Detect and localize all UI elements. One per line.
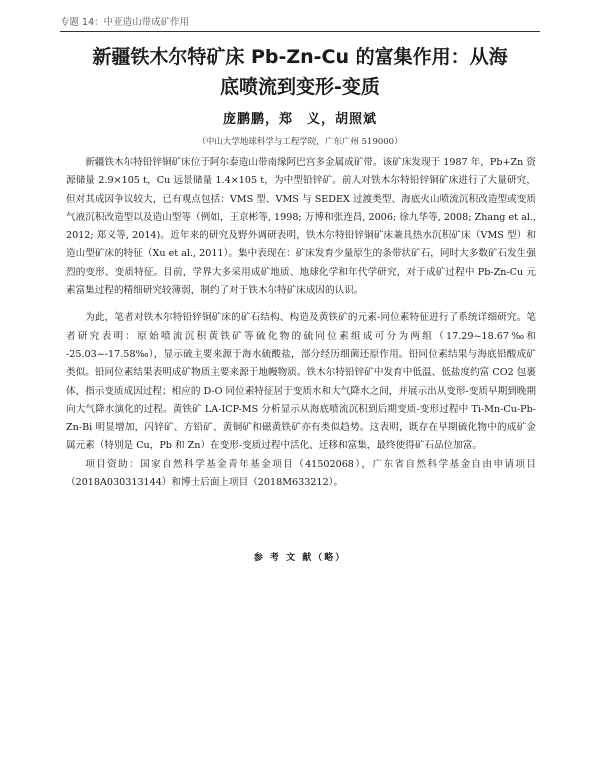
author-list: 庞鹏鹏，郑 义，胡照斌	[222, 112, 377, 127]
paragraph-funding: 项目资助：国家自然科学基金青年基金项目（41502068），广东省自然科学基金自由申请项目（2018A030313144）和博士后面上项目（2018M633212）。	[66, 458, 536, 489]
title-line-1: 新疆铁木尔特矿床 Pb-Zn-Cu 的富集作用：从海	[92, 46, 508, 68]
title-line-2: 底喷流到变形-变质	[220, 76, 380, 98]
references-heading: 参 考 文 献（略）	[253, 553, 347, 563]
article-title	[50, 42, 550, 102]
paragraph-results: 为此，笔者对铁木尔特铅锌铜矿床的矿石结构、构造及黄铁矿的元素-同位素特征进行了系统详细研究。笔者研究表明：原始喷流沉积黄铁矿等硫化物的硫同位素组成可分为两组（17.29~18.67‰和 -25.03~-17.58‰），显示硫主要来源于海水硫酸盐，部分经历细菌还原作用。铅同位素结果与海底铅酸成矿类似。铅同位素结果表明成矿物质主要来源于地幔物质。铁木尔特铅锌矿中发育中低温、低盐度约富 CO2 包裹体，指示变质成因过程；相应的 D-O 同位素特征居于变质水和大气降水之间，并展示出从变形-变质早期到晚期向大气降水演化的过程。黄铁矿 LA-ICP-MS 分析显示从海底喷流沉积到后期变质-变形过程中 Ti-Mn-Cu-Pb-Zn-Bi 明显增加，闪锌矿、方铅矿、黄铜矿和磁黄铁矿亦有类似趋势。这表明，既存在早期硫化物中的成矿金属元素（特别是 Cu，Pb 和 Zn）在变形-变质过程中活化、迁移和富集，最终使得矿石品位加富。	[66, 312, 536, 452]
abstract-body	[66, 154, 536, 492]
paragraph-introduction: 新疆铁木尔特铅锌铜矿床位于阿尔泰造山带南缘阿巴宫多金属成矿带。该矿床发现于 1987 年，Pb+Zn 资源储量 2.9×105 t，Cu 远景储量 1.4×105 t，为中型铅锌矿。前人对铁木尔特铅锌铜矿床进行了大量研究，但对其成因争议较大，已有观点包括：VMS 型、VMS 与 SEDEX 过渡类型、海底火山喷流沉积改造型或变质气液沉积改造型以及造山型等（例如，王京彬等, 1998; 万博和张连昌, 2006; 徐九华等, 2008; Zhang et al., 2012; 郑义等, 2014)。近年来的研究及野外调研表明，铁木尔特铅锌铜矿床兼具热水沉积矿床（VMS 型）和造山型矿床的特征（Xu et al., 2011）。集中表现在：矿床发育少量原生的条带状矿石，同时大多数矿石发生强烈的变形、变质特征。目前，学界大多采用成矿地质、地球化学和年代学研究，对于成矿过程中 Pb-Zn-Cu 元素富集过程的精细研究较薄弱，制约了对于铁木尔特矿床成因的认识。	[66, 157, 536, 297]
running-header: 专题 14：中亚造山带成矿作用	[60, 14, 540, 32]
affiliation: （中山大学地球科学与工程学院，广东广州 519000）	[197, 137, 403, 147]
